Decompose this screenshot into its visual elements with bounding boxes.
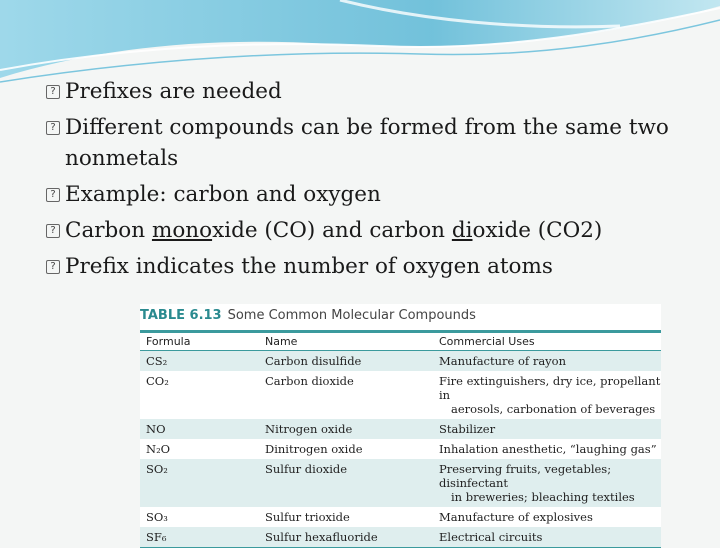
bullet-list	[46, 76, 686, 287]
cell-uses	[439, 507, 661, 527]
uses-line: Preserving fruits, vegetables; disinfectant	[439, 462, 612, 490]
cell-uses	[439, 419, 661, 439]
compounds-table	[140, 304, 661, 548]
uses-line: Electrical circuits	[439, 530, 543, 544]
table-number: TABLE 6.13	[140, 308, 222, 323]
table-row	[140, 439, 661, 459]
cell-formula: CS₂	[146, 354, 168, 368]
table-caption	[140, 304, 661, 330]
cell-name: Nitrogen oxide	[265, 422, 353, 436]
cell-formula: N₂O	[146, 442, 171, 456]
uses-line: Manufacture of rayon	[439, 354, 566, 368]
table-row	[140, 527, 661, 548]
uses-line: Manufacture of explosives	[439, 510, 593, 524]
uses-line: Inhalation anesthetic, “laughing gas”	[439, 442, 657, 456]
cell-name: Sulfur hexafluoride	[265, 530, 378, 544]
table-row	[140, 459, 661, 507]
bullet-item	[46, 179, 686, 210]
bullet-marker-icon: ?	[46, 260, 60, 274]
header-formula: Formula	[146, 335, 191, 348]
table-row	[140, 419, 661, 439]
header-uses: Commercial Uses	[439, 335, 535, 348]
bullet-item	[46, 76, 686, 107]
bullet-text: Prefix indicates the number of oxygen atoms	[65, 254, 553, 279]
bullet-item	[46, 112, 686, 174]
bullet-item	[46, 215, 686, 246]
table-row	[140, 371, 661, 419]
header-name: Name	[265, 335, 298, 348]
cell-uses	[439, 439, 661, 459]
cell-name: Carbon disulfide	[265, 354, 362, 368]
cell-formula: NO	[146, 422, 166, 436]
bullet-marker-icon: ?	[46, 85, 60, 99]
bullet-text: Example: carbon and oxygen	[65, 182, 381, 207]
table-body	[140, 351, 661, 548]
bullet-text: Prefixes are needed	[65, 79, 282, 104]
cell-uses	[439, 371, 661, 419]
bullet-text: Carbon monoxide (CO) and carbon dioxide (CO2)	[65, 218, 603, 243]
table-row	[140, 351, 661, 371]
cell-name: Sulfur dioxide	[265, 462, 348, 476]
cell-formula: SF₆	[146, 530, 167, 544]
cell-name: Sulfur trioxide	[265, 510, 350, 524]
cell-name: Dinitrogen oxide	[265, 442, 363, 456]
cell-uses	[439, 351, 661, 371]
table-header-row	[140, 330, 661, 351]
cell-uses	[439, 459, 661, 507]
bullet-marker-icon: ?	[46, 224, 60, 238]
uses-line: Stabilizer	[439, 422, 496, 436]
uses-line: in breweries; bleaching textiles	[451, 490, 635, 504]
cell-formula: SO₂	[146, 462, 168, 476]
bullet-marker-icon: ?	[46, 188, 60, 202]
bullet-marker-icon: ?	[46, 121, 60, 135]
uses-line: Fire extinguishers, dry ice, propellant in	[439, 374, 661, 402]
bullet-item	[46, 251, 686, 282]
table-title: Some Common Molecular Compounds	[227, 308, 476, 323]
bullet-text: Different compounds can be formed from the same two nonmetals	[65, 115, 669, 171]
cell-name: Carbon dioxide	[265, 374, 354, 388]
cell-formula: SO₃	[146, 510, 168, 524]
uses-line: aerosols, carbonation of beverages	[451, 402, 656, 416]
table-row	[140, 507, 661, 527]
cell-formula: CO₂	[146, 374, 169, 388]
cell-uses	[439, 527, 661, 547]
